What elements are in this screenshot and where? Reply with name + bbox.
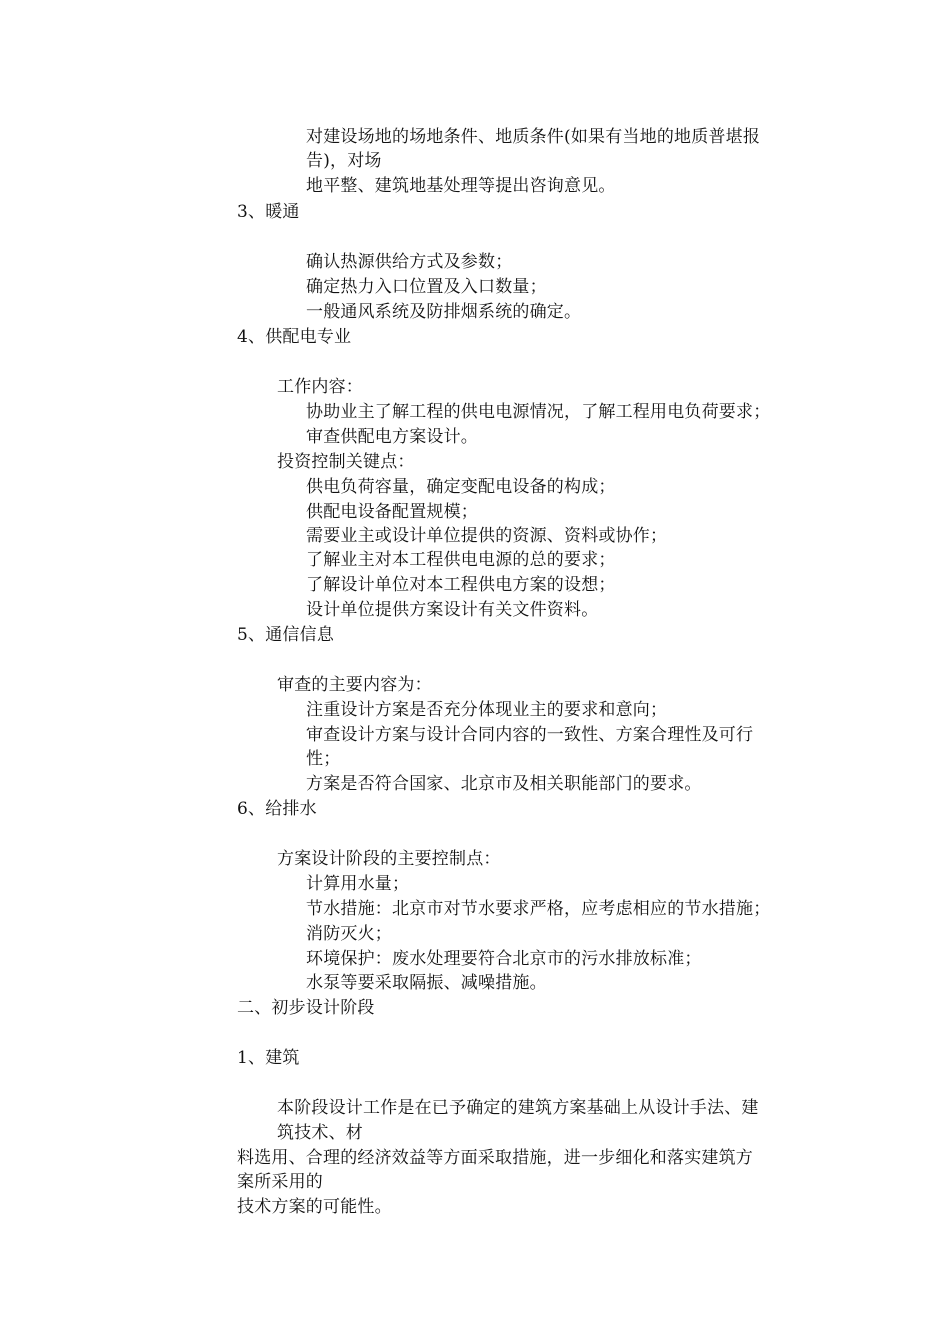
- text-line: 性；: [306, 749, 341, 769]
- text-line: 注重设计方案是否充分体现业主的要求和意向；: [306, 700, 668, 720]
- text-line: 审查供配电方案设计。: [306, 427, 478, 447]
- text-line: 6、给排水: [237, 799, 317, 819]
- text-line: 3、暖通: [237, 202, 300, 222]
- text-line: 筑技术、材: [277, 1123, 363, 1143]
- text-line: 了解业主对本工程供电电源的总的要求；: [306, 550, 616, 570]
- text-line: 节水措施：北京市对节水要求严格，应考虑相应的节水措施；: [306, 899, 771, 919]
- text-line: 确认热源供给方式及参数；: [306, 252, 513, 272]
- text-line: 消防灭火；: [306, 924, 392, 944]
- text-line: 地平整、建筑地基处理等提出咨询意见。: [306, 176, 616, 196]
- text-line: 4、供配电专业: [237, 327, 352, 347]
- text-line: 了解设计单位对本工程供电方案的设想；: [306, 575, 616, 595]
- text-line: 确定热力入口位置及入口数量；: [306, 277, 547, 297]
- text-line: 料选用、合理的经济效益等方面采取措施，进一步细化和落实建筑方: [237, 1148, 753, 1168]
- text-line: 方案是否符合国家、北京市及相关职能部门的要求。: [306, 774, 702, 794]
- text-line: 需要业主或设计单位提供的资源、资料或协作；: [306, 526, 668, 546]
- text-line: 工作内容：: [277, 377, 363, 397]
- text-line: 计算用水量；: [306, 874, 410, 894]
- text-line: 设计单位提供方案设计有关文件资料。: [306, 600, 599, 620]
- text-line: 协助业主了解工程的供电电源情况，了解工程用电负荷要求；: [306, 402, 771, 422]
- text-line: 1、建筑: [237, 1048, 300, 1068]
- text-line: 二、初步设计阶段: [237, 998, 375, 1018]
- text-line: 方案设计阶段的主要控制点：: [277, 849, 501, 869]
- text-line: 对建设场地的场地条件、地质条件(如果有当地的地质普堪报: [306, 127, 761, 147]
- text-line: 投资控制关键点：: [277, 452, 415, 472]
- text-line: 环境保护：废水处理要符合北京市的污水排放标准；: [306, 949, 702, 969]
- text-line: 水泵等要采取隔振、减噪措施。: [306, 973, 547, 993]
- text-line: 告)，对场: [306, 151, 382, 171]
- text-line: 技术方案的可能性。: [237, 1197, 392, 1217]
- text-line: 审查的主要内容为：: [277, 675, 432, 695]
- text-line: 本阶段设计工作是在已予确定的建筑方案基础上从设计手法、建: [277, 1098, 759, 1118]
- text-line: 审查设计方案与设计合同内容的一致性、方案合理性及可行: [306, 725, 754, 745]
- text-line: 供配电设备配置规模；: [306, 502, 478, 522]
- text-line: 5、通信信息: [237, 625, 335, 645]
- text-line: 案所采用的: [237, 1172, 323, 1192]
- text-line: 供电负荷容量，确定变配电设备的构成；: [306, 477, 616, 497]
- text-line: 一般通风系统及防排烟系统的确定。: [306, 302, 582, 322]
